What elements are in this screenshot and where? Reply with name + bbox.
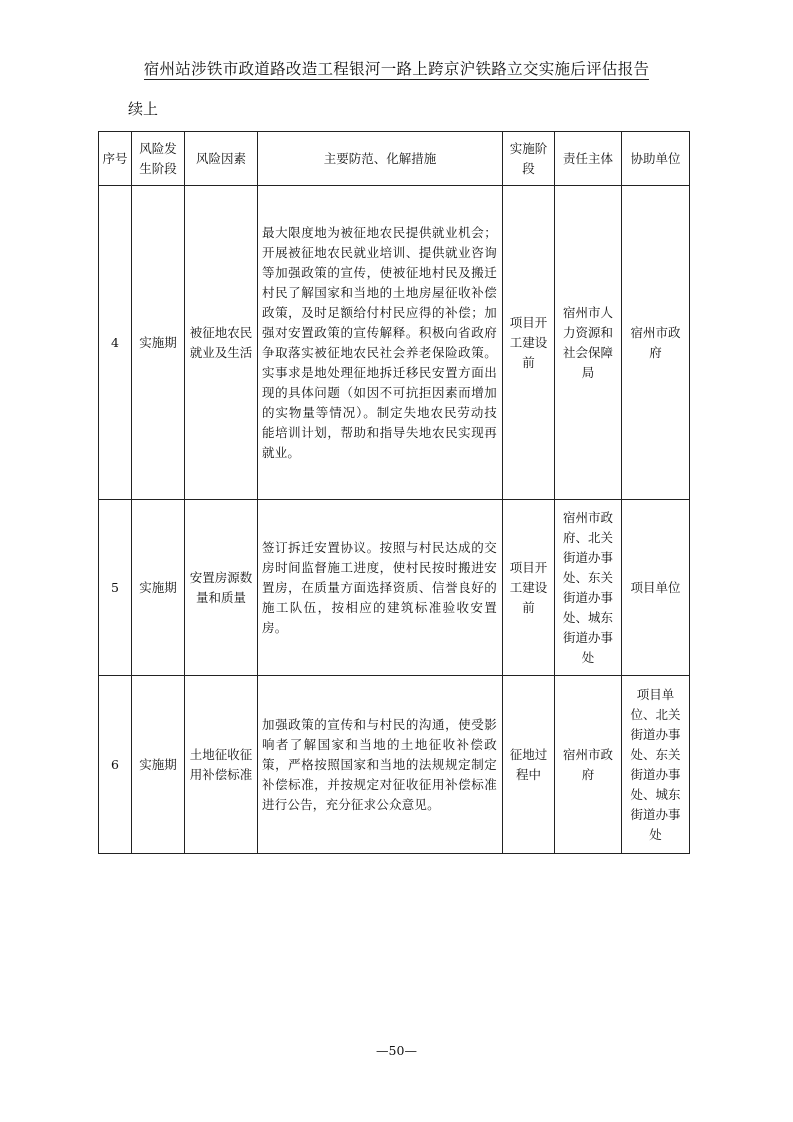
report-header-title [0,57,793,79]
cell-factor: 被征地农民就业及生活 [185,186,258,500]
cell-assist: 宿州市政府 [622,186,690,500]
cell-no: 4 [99,186,132,500]
col-header-no: 序号 [99,132,132,186]
cell-stage: 实施期 [132,676,185,854]
cell-factor: 安置房源数量和质量 [185,500,258,676]
col-header-stage: 风险发生阶段 [132,132,185,186]
cell-phase: 项目开工建设前 [503,500,555,676]
table-header-row [99,132,690,186]
cell-stage: 实施期 [132,186,185,500]
cell-phase: 项目开工建设前 [503,186,555,500]
cell-assist: 项目单位 [622,500,690,676]
col-header-responsible: 责任主体 [555,132,622,186]
cell-no: 5 [99,500,132,676]
cell-measures: 最大限度地为被征地农民提供就业机会；开展被征地农民就业培训、提供就业咨询等加强政策的宣传，使被征地村民及搬迁村民了解国家和当地的土地房屋征收补偿政策，及时足额给付村民应得的补偿；加强对安置政策的宣传解释。积极向省政府争取落实被征地农民社会养老保险政策。实事求是地处理征地拆迁移民安置方面出现的具体问题（如因不可抗拒因素而增加的实物量等情况）。制定失地农民劳动技能培训计划，帮助和指导失地农民实现再就业。 [258,186,503,500]
continued-label: 续上 [128,100,159,118]
cell-responsible: 宿州市政府 [555,676,622,854]
cell-assist: 项目单位、北关街道办事处、东关街道办事处、城东街道办事处 [622,676,690,854]
cell-responsible: 宿州市人力资源和社会保障局 [555,186,622,500]
col-header-assist: 协助单位 [622,132,690,186]
page-number: —50— [376,1043,417,1058]
table-row [99,676,690,854]
table-row [99,186,690,500]
risk-measures-table [98,131,690,854]
col-header-phase: 实施阶段 [503,132,555,186]
cell-measures: 加强政策的宣传和与村民的沟通，使受影响者了解国家和当地的土地征收补偿政策，严格按照国家和当地的法规规定制定补偿标准，并按规定对征收征用补偿标准进行公告，充分征求公众意见。 [258,676,503,854]
cell-responsible: 宿州市政府、北关街道办事处、东关街道办事处、城东街道办事处 [555,500,622,676]
report-title-text: 宿州站涉铁市政道路改造工程银河一路上跨京沪铁路立交实施后评估报告 [143,60,650,78]
col-header-measures: 主要防范、化解措施 [258,132,503,186]
cell-measures: 签订拆迁安置协议。按照与村民达成的交房时间监督施工进度，使村民按时搬进安置房，在质量方面选择资质、信誉良好的施工队伍，按相应的建筑标准验收安置房。 [258,500,503,676]
col-header-factor: 风险因素 [185,132,258,186]
cell-phase: 征地过程中 [503,676,555,854]
table-row [99,500,690,676]
cell-factor: 土地征收征用补偿标准 [185,676,258,854]
cell-stage: 实施期 [132,500,185,676]
cell-no: 6 [99,676,132,854]
